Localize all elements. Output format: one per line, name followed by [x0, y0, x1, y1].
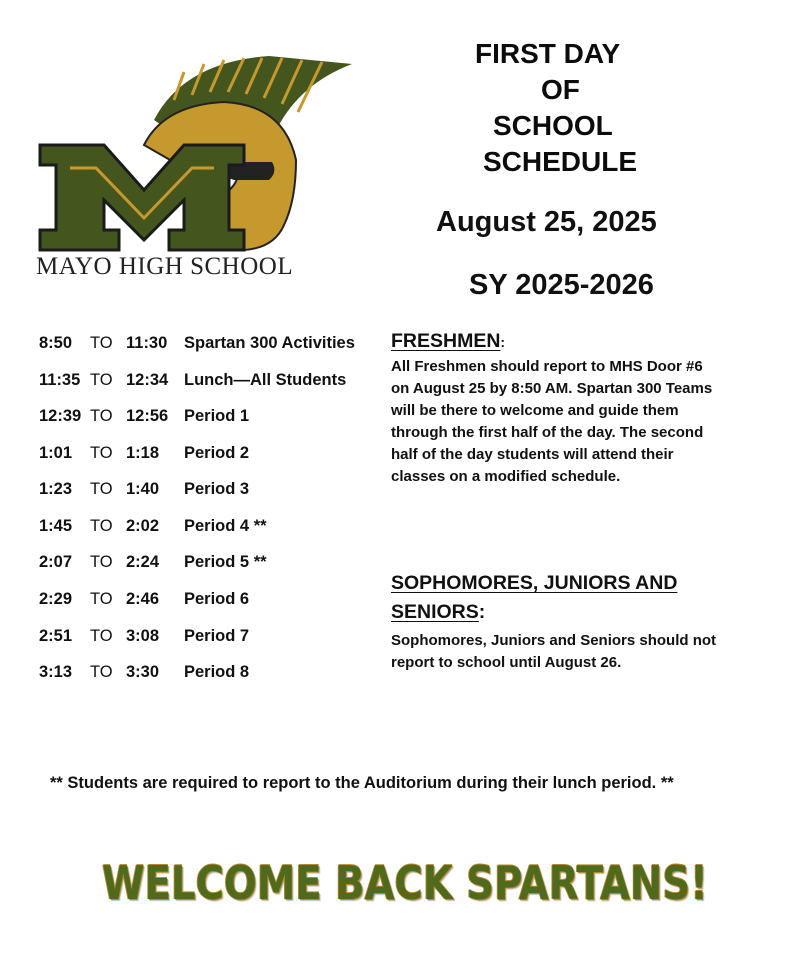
school-logo	[34, 50, 364, 290]
text-line: will be there to welcome and guide them	[391, 402, 679, 419]
welcome-banner: WELCOME BACK SPARTANS!	[102, 856, 708, 910]
end-time: 12:56	[126, 407, 169, 425]
school-year: SY 2025-2026	[469, 269, 654, 301]
start-time: 2:29	[39, 590, 73, 608]
spartan-helmet-m-logo-icon	[34, 50, 364, 260]
start-time: 3:13	[39, 663, 73, 681]
heading-colon: :	[478, 601, 486, 623]
text-line: through the first half of the day. The second	[391, 424, 704, 441]
end-time: 2:46	[126, 590, 160, 608]
end-time: 11:30	[126, 334, 168, 352]
start-time: 11:35	[39, 371, 81, 389]
to-label: TO	[90, 444, 113, 462]
end-time: 1:18	[126, 444, 160, 462]
end-time: 1:40	[126, 480, 160, 498]
activity: Period 8	[184, 663, 250, 681]
activity: Spartan 300 Activities	[184, 334, 355, 352]
auditorium-note: ** Students are required to report to the Auditorium during their lunch period. **	[50, 774, 674, 792]
upperclass-heading-line1: SOPHOMORES, JUNIORS AND	[391, 572, 678, 594]
upperclass-heading-text: SENIORS	[391, 601, 479, 623]
activity: Period 2	[184, 444, 250, 462]
school-name: MAYO HIGH SCHOOL	[36, 253, 294, 280]
activity: Period 3	[184, 480, 250, 498]
upperclass-instructions	[391, 630, 716, 674]
to-label: TO	[90, 480, 113, 498]
freshmen-heading-text: FRESHMEN	[391, 330, 501, 352]
activity: Period 5 **	[184, 553, 267, 571]
text-line: on August 25 by 8:50 AM. Spartan 300 Teams	[391, 380, 713, 397]
activity: Period 6	[184, 590, 250, 608]
to-label: TO	[90, 371, 113, 389]
title-line-1: FIRST DAY	[475, 38, 621, 69]
start-time: 8:50	[39, 334, 73, 352]
end-time: 12:34	[126, 371, 169, 389]
activity: Period 4 **	[184, 517, 267, 535]
to-label: TO	[90, 517, 113, 535]
text-line: Sophomores, Juniors and Seniors should not	[391, 632, 717, 649]
start-time: 1:23	[39, 480, 73, 498]
text-line: All Freshmen should report to MHS Door #6	[391, 358, 703, 375]
to-label: TO	[90, 334, 113, 352]
freshmen-instructions	[391, 356, 712, 488]
activity: Period 7	[184, 627, 250, 645]
title-line-3: SCHOOL	[493, 110, 613, 141]
freshmen-heading	[391, 330, 505, 353]
to-label: TO	[90, 590, 113, 608]
title-line-2: OF	[541, 74, 580, 105]
start-time: 2:07	[39, 553, 73, 571]
start-time: 1:45	[39, 517, 73, 535]
upperclass-heading-line2	[391, 601, 485, 624]
end-time: 2:02	[126, 517, 160, 535]
to-label: TO	[90, 627, 113, 645]
start-time: 12:39	[39, 407, 82, 425]
event-date: August 25, 2025	[436, 206, 657, 238]
end-time: 2:24	[126, 553, 160, 571]
activity: Lunch—All Students	[184, 371, 347, 389]
end-time: 3:08	[126, 627, 160, 645]
text-line: classes on a modified schedule.	[391, 468, 621, 485]
to-label: TO	[90, 553, 113, 571]
text-line: half of the day students will attend their	[391, 446, 674, 463]
start-time: 2:51	[39, 627, 73, 645]
heading-colon: :	[500, 334, 506, 350]
title-line-4: SCHEDULE	[483, 146, 638, 177]
start-time: 1:01	[39, 444, 73, 462]
text-line: report to school until August 26.	[391, 654, 622, 671]
activity: Period 1	[184, 407, 250, 425]
end-time: 3:30	[126, 663, 160, 681]
to-label: TO	[90, 663, 113, 681]
to-label: TO	[90, 407, 113, 425]
